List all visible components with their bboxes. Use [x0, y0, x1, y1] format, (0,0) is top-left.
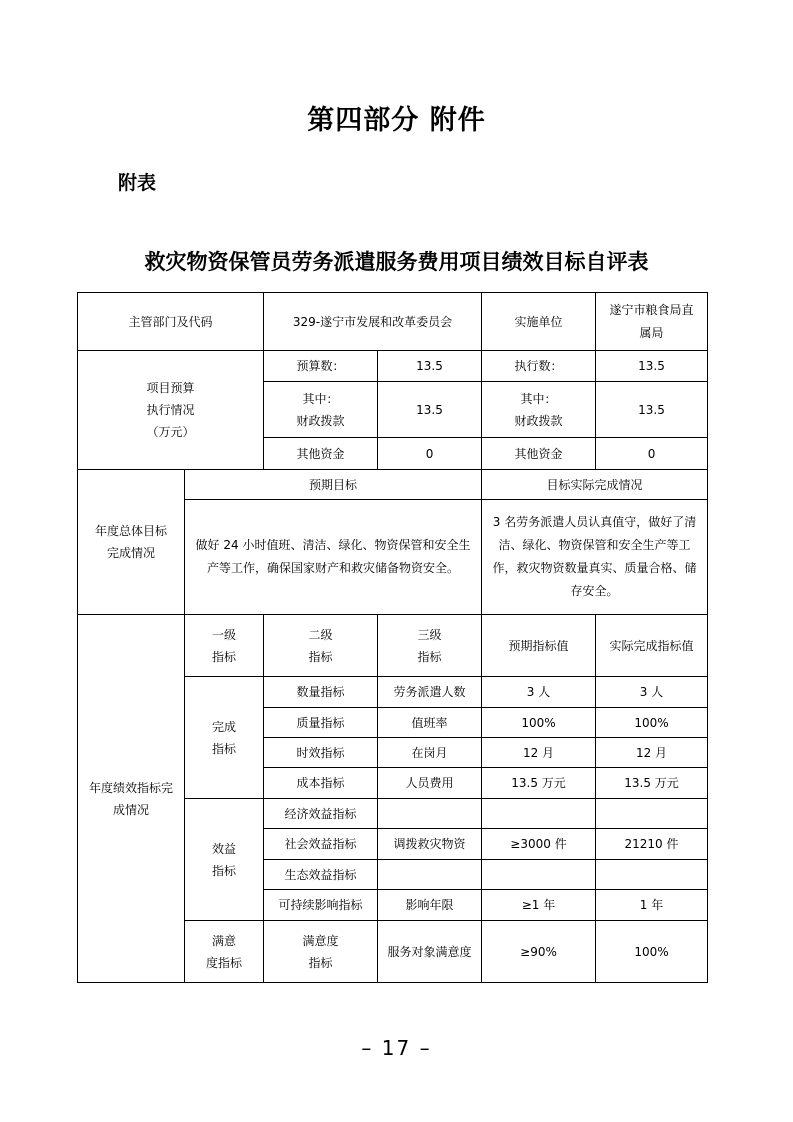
budget-amount-value: 13.5 — [378, 351, 482, 382]
level3-cell: 值班率 — [378, 708, 482, 738]
actual-completion-header: 目标实际完成情况 — [482, 470, 708, 500]
actual-value-cell — [596, 860, 708, 890]
level3-cell: 调拨救灾物资 — [378, 829, 482, 860]
indicator-section-label: 年度绩效指标完 成情况 — [78, 615, 185, 983]
fiscal-budget-label: 其中： 财政拨款 — [264, 382, 378, 438]
expected-value-cell — [482, 799, 596, 829]
actual-value-cell: 100% — [596, 708, 708, 738]
exec-amount-value: 13.5 — [596, 351, 708, 382]
appendix-label: 附表 — [118, 172, 157, 194]
expected-value-cell: 12 月 — [482, 738, 596, 768]
performance-table — [77, 292, 708, 983]
page-number: – 17 – — [361, 1036, 432, 1060]
level3-cell: 服务对象满意度 — [378, 921, 482, 983]
level2-cell: 经济效益指标 — [264, 799, 378, 829]
other-budget-label: 其他资金 — [264, 438, 378, 470]
fiscal-exec-value: 13.5 — [596, 382, 708, 438]
expected-target-header: 预期目标 — [185, 470, 482, 500]
col-level2-header: 二级 指标 — [264, 615, 378, 677]
expected-target-text: 做好 24 小时值班、清洁、绿化、物资保管和安全生产等工作，确保国家财产和救灾储备物资安全。 — [185, 500, 482, 615]
fiscal-budget-value: 13.5 — [378, 382, 482, 438]
budget-amount-label: 预算数： — [264, 351, 378, 382]
actual-value-cell: 12 月 — [596, 738, 708, 768]
annual-header-row — [78, 470, 708, 500]
level2-cell: 可持续影响指标 — [264, 890, 378, 921]
other-exec-value: 0 — [596, 438, 708, 470]
other-budget-value: 0 — [378, 438, 482, 470]
expected-value-cell: 13.5 万元 — [482, 768, 596, 799]
actual-completion-text: 3 名劳务派遣人员认真值守，做好了清洁、绿化、物资保管和安全生产等工作，救灾物资数量真实、质量合格、储存安全。 — [482, 500, 708, 615]
dept-label: 主管部门及代码 — [78, 293, 264, 351]
expected-value-cell: ≥1 年 — [482, 890, 596, 921]
level3-cell: 人员费用 — [378, 768, 482, 799]
level2-cell: 成本指标 — [264, 768, 378, 799]
actual-value-cell: 3 人 — [596, 677, 708, 708]
level3-cell: 影响年限 — [378, 890, 482, 921]
level2-cell: 生态效益指标 — [264, 860, 378, 890]
fiscal-exec-label: 其中： 财政拨款 — [482, 382, 596, 438]
level3-cell — [378, 860, 482, 890]
expected-value-cell: ≥3000 件 — [482, 829, 596, 860]
annual-target-label: 年度总体目标 完成情况 — [78, 470, 185, 615]
indicator-header-row — [78, 615, 708, 677]
actual-value-cell: 21210 件 — [596, 829, 708, 860]
actual-value-cell: 1 年 — [596, 890, 708, 921]
col-expected-header: 预期指标值 — [482, 615, 596, 677]
col-actual-header: 实际完成指标值 — [596, 615, 708, 677]
budget-label: 项目预算 执行情况 （万元） — [78, 351, 264, 470]
level2-cell: 质量指标 — [264, 708, 378, 738]
table-title: 救灾物资保管员劳务派遣服务费用项目绩效目标自评表 — [144, 249, 649, 274]
level3-cell: 在岗月 — [378, 738, 482, 768]
actual-value-cell — [596, 799, 708, 829]
unit-value: 遂宁市粮食局直属局 — [596, 293, 708, 351]
other-exec-label: 其他资金 — [482, 438, 596, 470]
level3-cell: 劳务派遣人数 — [378, 677, 482, 708]
level2-cell: 数量指标 — [264, 677, 378, 708]
expected-value-cell: 3 人 — [482, 677, 596, 708]
level2-cell: 满意度 指标 — [264, 921, 378, 983]
expected-value-cell: 100% — [482, 708, 596, 738]
dept-row — [78, 293, 708, 351]
satisfaction-indicator-label: 满意 度指标 — [185, 921, 264, 983]
level2-cell: 社会效益指标 — [264, 829, 378, 860]
unit-label: 实施单位 — [482, 293, 596, 351]
expected-value-cell — [482, 860, 596, 890]
level3-cell — [378, 799, 482, 829]
actual-value-cell: 13.5 万元 — [596, 768, 708, 799]
budget-row — [78, 351, 708, 382]
col-level1-header: 一级 指标 — [185, 615, 264, 677]
actual-value-cell: 100% — [596, 921, 708, 983]
part-title: 第四部分 附件 — [307, 105, 486, 136]
level2-cell: 时效指标 — [264, 738, 378, 768]
col-level3-header: 三级 指标 — [378, 615, 482, 677]
exec-amount-label: 执行数： — [482, 351, 596, 382]
expected-value-cell: ≥90% — [482, 921, 596, 983]
benefit-indicator-label: 效益 指标 — [185, 799, 264, 921]
completion-indicator-label: 完成 指标 — [185, 677, 264, 799]
dept-value: 329-遂宁市发展和改革委员会 — [264, 293, 482, 351]
